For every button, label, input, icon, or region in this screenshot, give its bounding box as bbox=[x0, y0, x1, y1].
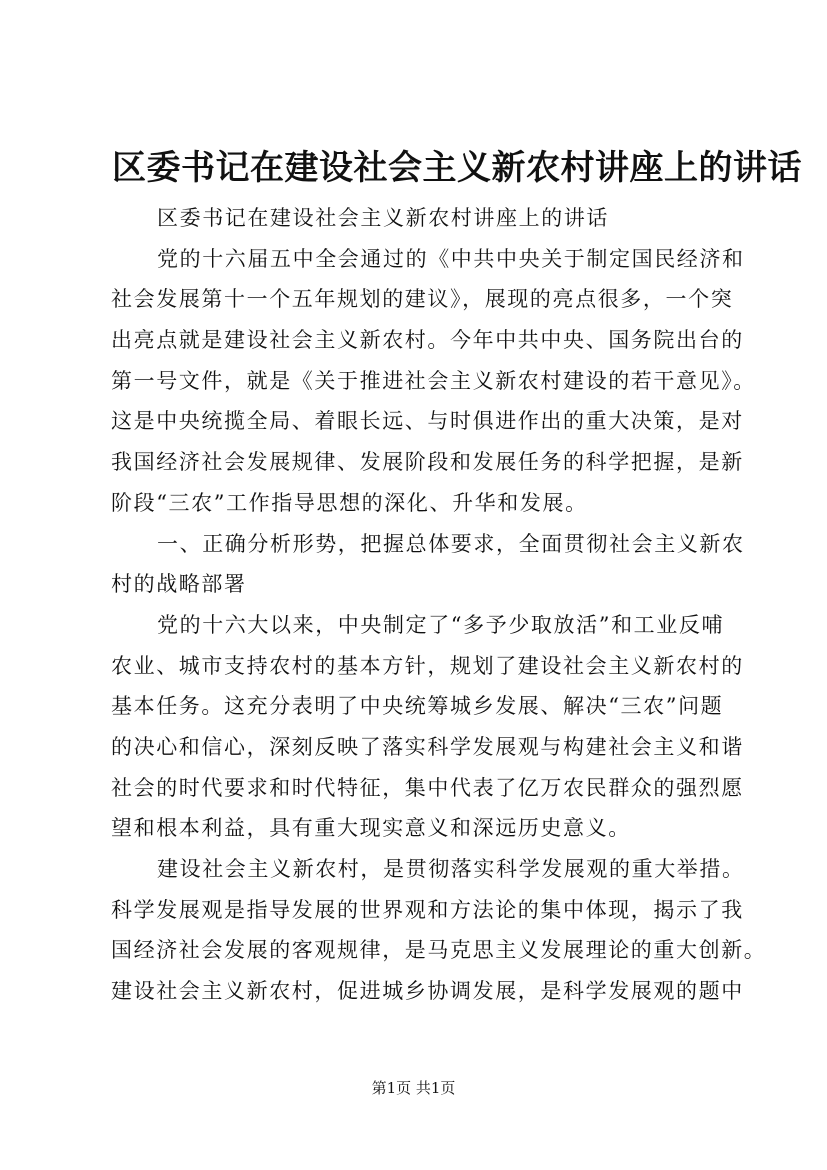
body-line: 第一号文件，就是《关于推进社会主义新农村建设的若干意见》。 bbox=[111, 368, 756, 393]
document-title: 区委书记在建设社会主义新农村讲座上的讲话 bbox=[112, 148, 802, 188]
body-line: 基本任务。这充分表明了中央统筹城乡发展、解决“三农”问题 bbox=[111, 694, 724, 719]
body-line: 社会的时代要求和时代特征，集中代表了亿万农民群众的强烈愿 bbox=[111, 775, 744, 800]
body-line: 一、正确分析形势，把握总体要求，全面贯彻社会主义新农 bbox=[157, 531, 745, 556]
body-line: 农业、城市支持农村的基本方针，规划了建设社会主义新农村的 bbox=[111, 653, 744, 678]
body-line: 的决心和信心，深刻反映了落实科学发展观与构建社会主义和谐 bbox=[111, 734, 744, 759]
body-line: 党的十六届五中全会通过的《中共中央关于制定国民经济和 bbox=[157, 246, 745, 271]
body-line: 建设社会主义新农村，是贯彻落实科学发展观的重大举措。 bbox=[157, 857, 745, 881]
body-line: 科学发展观是指导发展的世界观和方法论的集中体现，揭示了我 bbox=[111, 897, 744, 922]
body-line: 村的战略部署 bbox=[111, 572, 247, 597]
body-line: 这是中央统揽全局、着眼长远、与时俱进作出的重大决策，是对 bbox=[111, 409, 744, 434]
body-line: 出亮点就是建设社会主义新农村。今年中共中央、国务院出台的 bbox=[111, 328, 744, 353]
document-body bbox=[111, 198, 767, 1012]
body-line: 望和根本利益，具有重大现实意义和深远历史意义。 bbox=[111, 816, 631, 841]
body-line: 社会发展第十一个五年规划的建议》，展现的亮点很多，一个突 bbox=[111, 287, 734, 312]
body-line: 我国经济社会发展规律、发展阶段和发展任务的科学把握，是新 bbox=[111, 450, 744, 475]
body-line: 建设社会主义新农村，促进城乡协调发展，是科学发展观的题中 bbox=[111, 979, 744, 1004]
body-line: 阶段“三农”工作指导思想的深化、升华和发展。 bbox=[111, 490, 588, 515]
body-line: 党的十六大以来，中央制定了“多予少取放活”和工业反哺 bbox=[157, 612, 725, 637]
body-line: 国经济社会发展的客观规律，是马克思主义发展理论的重大创新。 bbox=[111, 938, 767, 963]
page-number-footer: 第1页 共1页 bbox=[371, 1079, 456, 1097]
body-line: 区委书记在建设社会主义新农村讲座上的讲话 bbox=[157, 206, 609, 230]
